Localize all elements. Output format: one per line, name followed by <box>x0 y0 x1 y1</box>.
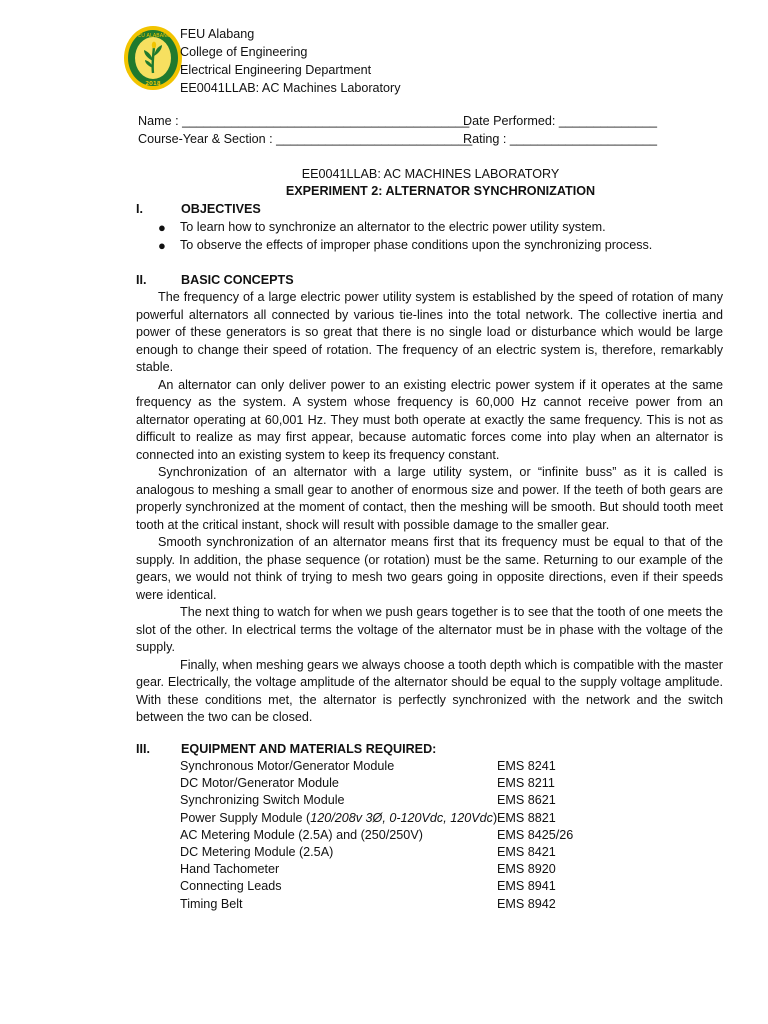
paragraph: The frequency of a large electric power utility system is established by the speed of rotation of many powerful alternators all connected by various tie-lines into the total network. The collective inertia and power of these generators is so great that there is no single load or disturbance which would be large enough to change their speed of rotation. The frequency of an electric system is, therefore, remarkably stable. <box>136 290 723 374</box>
header-college: College of Engineering <box>180 45 308 59</box>
paragraph: The next thing to watch for when we push gears together is to see that the tooth of one meets the slot of the other. In electrical terms the voltage of the alternator must be in phase with the voltage of the supply. <box>136 605 723 654</box>
student-info-fields <box>138 113 738 149</box>
equipment-name-suffix: ) <box>492 810 498 825</box>
equipment-name: Synchronous Motor/Generator Module <box>180 759 395 773</box>
equipment-name: Synchronizing Switch Module <box>180 793 345 808</box>
equipment-list <box>180 758 600 913</box>
bullet-icon: ● <box>158 220 166 235</box>
course-section-field[interactable]: Course-Year & Section : ____________________________ <box>138 132 473 146</box>
header-school: FEU Alabang <box>180 27 255 41</box>
paragraph: Finally, when meshing gears we always choose a tooth depth which is compatible with the master gear. Electrically, the voltage amplitude of the alternator should be equal to the supply voltage amplitude. With these conditions met, the alternator is perfectly synchronized with the network and the switch between the two can be closed. <box>136 657 723 724</box>
equipment-name: DC Metering Module (2.5A) <box>180 844 334 859</box>
list-item <box>180 861 600 878</box>
list-item <box>180 896 600 913</box>
date-performed-field[interactable]: Date Performed: ______________ <box>463 114 657 128</box>
section-number: I. <box>136 202 143 216</box>
equipment-code: EMS 8941 <box>497 879 556 894</box>
list-item <box>180 792 600 809</box>
list-item <box>180 810 600 827</box>
logo-year: 2018 <box>145 81 161 87</box>
header-department: Electrical Engineering Department <box>180 63 372 77</box>
equipment-name <box>180 810 497 828</box>
equipment-code: EMS 8211 <box>497 776 555 791</box>
list-item <box>180 758 600 775</box>
objective-text: To observe the effects of improper phase conditions upon the synchronizing process. <box>180 238 653 252</box>
equipment-code: EMS 8621 <box>497 793 556 808</box>
feu-alabang-seal-logo <box>123 25 183 91</box>
paragraph: Synchronization of an alternator with a large utility system, or “infinite buss” as it is called is analogous to meshing a small gear to another of enormous size and power. If the teeth of both gears are properly synchronized at the moment of contact, then the meshing will be smooth. But should tooth meet tooth at the critical instant, shock will result with possible damage to the smaller gear. <box>136 465 723 532</box>
basic-concepts-body <box>136 289 723 727</box>
section-title: EQUIPMENT AND MATERIALS REQUIRED: <box>181 742 437 756</box>
equipment-name: AC Metering Module (2.5A) and (250/250V) <box>180 827 423 842</box>
list-item <box>180 775 600 792</box>
equipment-name: Hand Tachometer <box>180 862 280 877</box>
equipment-name: Connecting Leads <box>180 879 282 894</box>
paragraph: Smooth synchronization of an alternator means first that its frequency must be equal to that of the supply. In addition, the phase sequence (or rotation) must be the same. Returning to our example of the gears, we would not think of trying to mesh two gears going in opposite directions, even if their speeds were identical. <box>136 535 723 602</box>
experiment-title: EXPERIMENT 2: ALTERNATOR SYNCHRONIZATION <box>285 184 596 198</box>
equipment-name: Timing Belt <box>180 896 243 911</box>
list-item <box>180 827 600 844</box>
bullet-icon: ● <box>158 238 166 253</box>
course-title: EE0041LLAB: AC MACHINES LABORATORY <box>301 167 560 181</box>
name-field[interactable]: Name : _________________________________________ <box>138 114 470 128</box>
rating-field[interactable]: Rating : _____________________ <box>463 132 657 146</box>
logo-text-top: FEU ALABANG <box>135 33 171 39</box>
equipment-code: EMS 8942 <box>497 896 556 911</box>
objective-text: To learn how to synchronize an alternator to the electric power utility system. <box>180 220 606 234</box>
list-item <box>180 878 600 895</box>
equipment-code: EMS 8241 <box>497 759 556 773</box>
equipment-code: EMS 8920 <box>497 862 556 877</box>
list-item <box>180 844 600 861</box>
section-number: II. <box>136 273 147 287</box>
paragraph: An alternator can only deliver power to an existing electric power system if it operates at the same frequency as the system. A system whose frequency is 60,000 Hz cannot receive power from an alternator operating at 60,001 Hz. They must both operate at exactly the same frequency. This is not as difficult to realize as may first appear, because automatic forces come into play when an alternator is connected into an existing system to keep its frequency constant. <box>136 377 723 462</box>
header-course: EE0041LLAB: AC Machines Laboratory <box>180 81 401 95</box>
equipment-code: EMS 8421 <box>497 844 556 859</box>
equipment-name-spec: 120/208v 3Ø, 0-120Vdc, 120Vdc <box>310 810 493 825</box>
institution-header <box>180 26 401 98</box>
section-number: III. <box>136 742 150 756</box>
section-title: OBJECTIVES <box>181 202 261 216</box>
equipment-code: EMS 8821 <box>497 810 556 825</box>
equipment-name-prefix: Power Supply Module ( <box>180 810 311 825</box>
equipment-code: EMS 8425/26 <box>497 827 574 842</box>
equipment-name: DC Motor/Generator Module <box>180 776 339 791</box>
section-title: BASIC CONCEPTS <box>181 273 294 287</box>
